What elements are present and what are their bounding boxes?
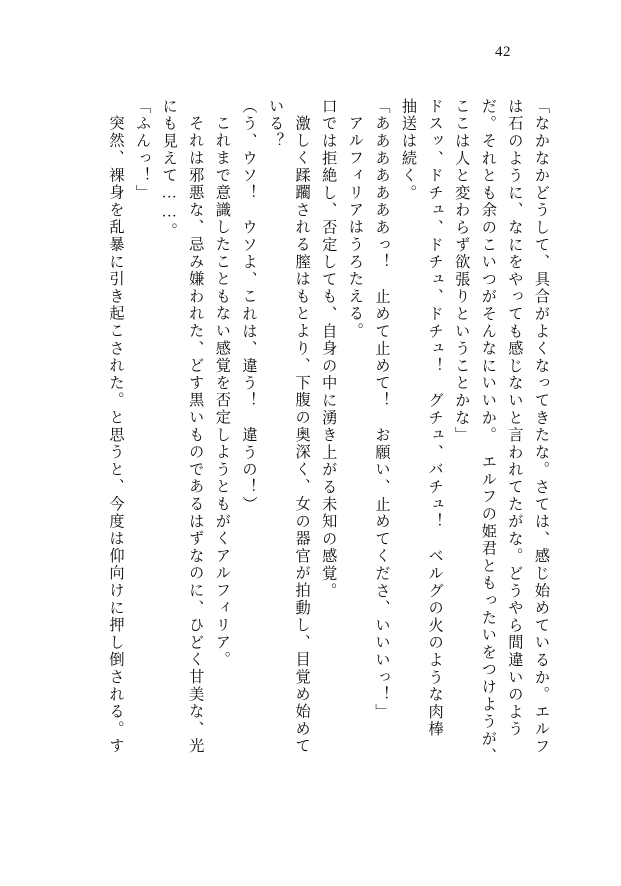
text-line: 抽送は続く。 bbox=[400, 98, 418, 202]
text-line: は石のように、なにをやっても感じないと言われてたがな。どうやら間違いのよう bbox=[506, 98, 524, 739]
text-line: それは邪悪な、忌み嫌われた、どす黒いものであるはずなのに、ひどく甘美な、光 bbox=[187, 115, 205, 756]
text-line: ここは人と変わらず欲張りということかな」 bbox=[453, 98, 471, 444]
page-number: 42 bbox=[495, 44, 511, 60]
text-line: だ。それとも余のこいつがそんなにいいか。 エルフの姫君ともったいをつけようが、 bbox=[479, 98, 497, 766]
text-line: いる？ bbox=[267, 98, 285, 150]
text-line: （う、ウソ！ ウソよ、これは、違う！ 違うの！） bbox=[240, 98, 258, 514]
text-line: ドスッ、ドチュ、ドチュ、ドチュ！ グチュ、バチュ！ ベルグの火のような肉棒 bbox=[426, 98, 444, 739]
text-line: にも見えて……。 bbox=[160, 98, 178, 240]
text-line: アルフィリアはうろたえる。 bbox=[346, 115, 364, 340]
text-line: 激しく蹂躙される膣はもとより、下腹の奥深く、女の器官が拍動し、目覚め始めて bbox=[293, 115, 311, 756]
text-line: 「なかなかどうして、具合がよくなってきたな。さては、感じ始めているか。エルフ bbox=[533, 98, 550, 756]
text-line: 口では拒絶し、否定しても、自身の中に湧き上がる未知の感覚。 bbox=[320, 98, 338, 600]
text-line: 突然、裸身を乱暴に引き起こされた。と思うと、今度は仰向けに押し倒される。す bbox=[107, 115, 125, 756]
vertical-text-body bbox=[58, 98, 549, 798]
text-line: 「あああああああっ！ 止めて止めて！ お願い、止めてくださ、いいいっ！」 bbox=[373, 98, 391, 721]
text-line: 「ふんっ！」 bbox=[134, 98, 152, 202]
text-line: これまで意識したこともない感覚を否定しようともがくアルフィリア。 bbox=[213, 115, 231, 669]
